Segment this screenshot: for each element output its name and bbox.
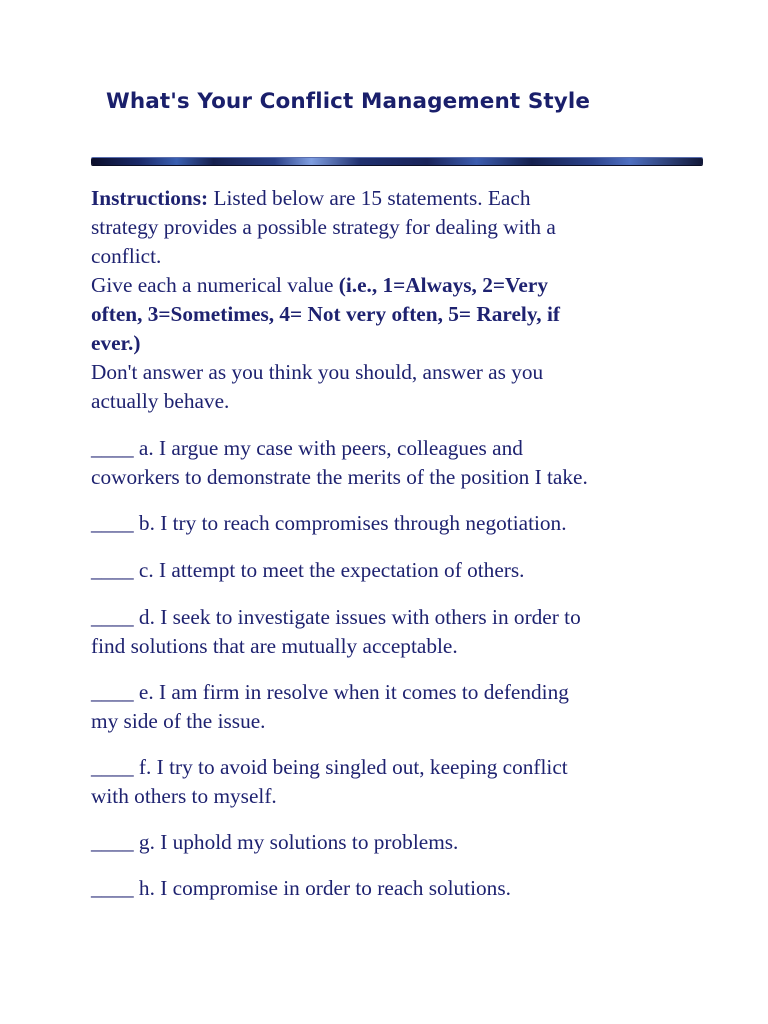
statement-item-g: [91, 828, 691, 857]
instructions-line-1: [91, 184, 691, 213]
statement-text: h. I compromise in order to reach solutions.: [133, 876, 511, 900]
statement-text: c. I attempt to meet the expectation of others.: [133, 558, 525, 582]
answer-blank[interactable]: ____: [91, 680, 134, 704]
statement-line-2: with others to myself.: [91, 784, 277, 808]
instructions-line-7: Don't answer as you think you should, answer as you: [91, 360, 544, 384]
instructions-block: [91, 184, 691, 416]
answer-blank[interactable]: ____: [91, 436, 134, 460]
scale-text-3: ever.): [91, 331, 141, 355]
statement-text: g. I uphold my solutions to problems.: [133, 830, 459, 854]
statement-item-e: [91, 678, 691, 736]
statement-line: [91, 434, 691, 463]
statement-text: f. I try to avoid being singled out, keeping conflict: [133, 755, 568, 779]
statement-item-h: [91, 874, 691, 903]
statement-line: [91, 753, 691, 782]
instructions-text-4: Give each a numerical value: [91, 273, 339, 297]
answer-blank[interactable]: ____: [91, 558, 134, 582]
statement-line-2: find solutions that are mutually acceptable.: [91, 634, 458, 658]
statement-line: [91, 603, 691, 632]
answer-blank[interactable]: ____: [91, 511, 134, 535]
statement-line-2: my side of the issue.: [91, 709, 266, 733]
statement-item-d: [91, 603, 691, 661]
answer-blank[interactable]: ____: [91, 755, 134, 779]
title-divider: [91, 158, 703, 165]
statement-line: [91, 556, 691, 585]
statement-line: [91, 828, 691, 857]
statement-text: e. I am firm in resolve when it comes to defending: [133, 680, 569, 704]
answer-blank[interactable]: ____: [91, 605, 134, 629]
instructions-line-4: [91, 271, 691, 300]
scale-text-1: (i.e., 1=Always, 2=Very: [338, 273, 548, 297]
instructions-label: Instructions:: [91, 186, 209, 210]
instructions-text-1: Listed below are 15 statements. Each: [213, 186, 531, 210]
statement-line: [91, 678, 691, 707]
instructions-line-8: actually behave.: [91, 389, 230, 413]
statement-item-c: [91, 556, 691, 585]
statement-text: d. I seek to investigate issues with others in order to: [133, 605, 581, 629]
statement-item-f: [91, 753, 691, 811]
document-body: [91, 184, 691, 900]
statement-line: [91, 509, 691, 538]
answer-blank[interactable]: ____: [91, 830, 134, 854]
instructions-line-3: conflict.: [91, 244, 162, 268]
statement-item-b: [91, 509, 691, 538]
answer-blank[interactable]: ____: [91, 876, 134, 900]
scale-text-2: often, 3=Sometimes, 4= Not very often, 5= Rarely, if: [91, 302, 560, 326]
page-title: What's Your Conflict Management Style: [106, 89, 591, 114]
statement-text: b. I try to reach compromises through negotiation.: [133, 511, 567, 535]
statement-line: [91, 874, 691, 903]
instructions-line-2: strategy provides a possible strategy for dealing with a: [91, 215, 556, 239]
statement-line-2: coworkers to demonstrate the merits of the position I take.: [91, 465, 588, 489]
statement-item-a: [91, 434, 691, 492]
statement-text: a. I argue my case with peers, colleagues and: [133, 436, 523, 460]
